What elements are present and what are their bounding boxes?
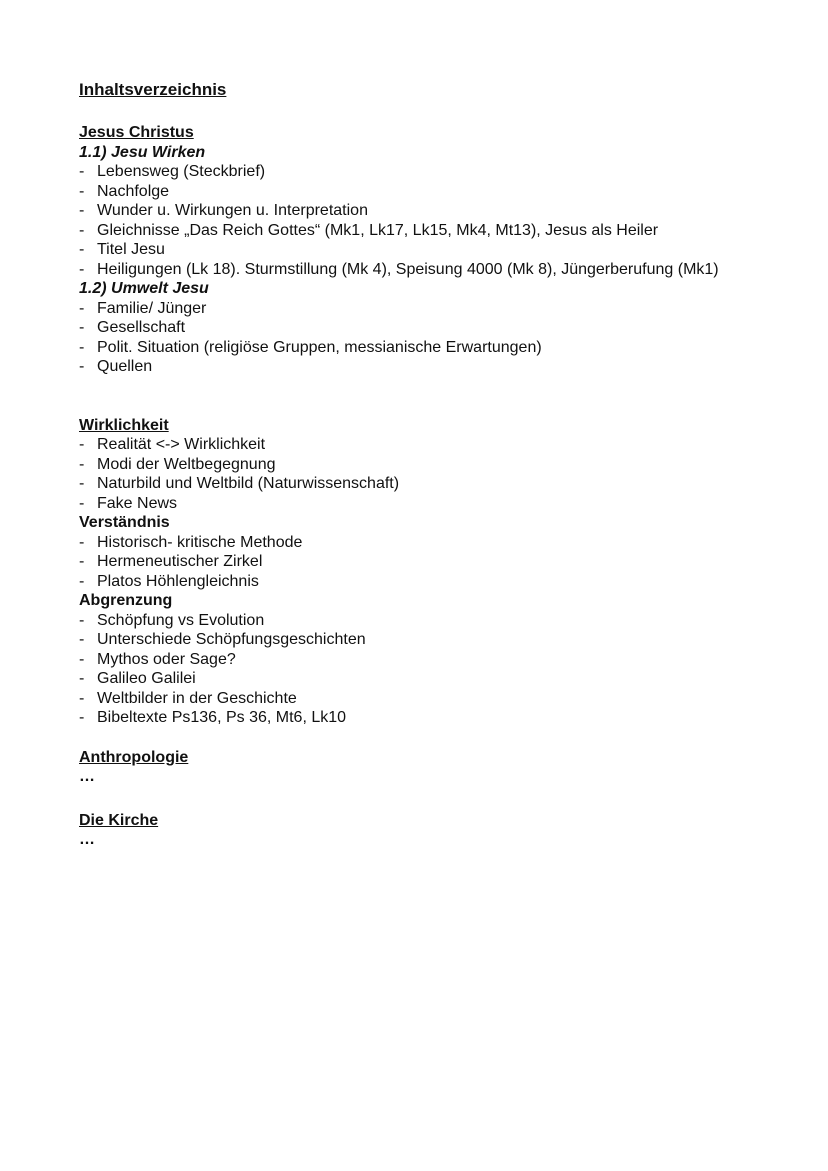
- bullet-dash: -: [79, 221, 85, 239]
- bullet-dash: -: [79, 338, 85, 356]
- list-item: - Realität <-> Wirklichkeit: [79, 436, 266, 453]
- bullet-dash: -: [79, 670, 85, 687]
- page-title: Inhaltsverzeichnis: [79, 80, 227, 99]
- list-item: - Nachfolge: [79, 182, 170, 200]
- list-item: - Lebensweg (Steckbrief): [79, 163, 266, 180]
- bullet-dash: -: [79, 631, 85, 648]
- placeholder-ellipsis: …: [79, 831, 96, 848]
- placeholder-ellipsis: …: [79, 768, 96, 785]
- bullet-dash: -: [79, 319, 85, 336]
- bullet-dash: -: [79, 572, 85, 590]
- bullet-dash: -: [79, 455, 85, 473]
- spacer: [79, 377, 799, 416]
- section-heading-die-kirche: Die Kirche: [79, 811, 159, 829]
- subheading-verstaendnis: Verständnis: [79, 514, 170, 531]
- list-item: - Bibeltexte Ps136, Ps 36, Mt6, Lk10: [79, 709, 347, 726]
- bullet-dash: -: [79, 299, 85, 317]
- list-wirklichkeit: [79, 435, 799, 513]
- list-item: - Hermeneutischer Zirkel: [79, 553, 263, 570]
- spacer: [79, 787, 799, 811]
- subheading-jesu-wirken: 1.1) Jesu Wirken: [79, 143, 206, 161]
- list-item: - Platos Höhlengleichnis: [79, 572, 259, 590]
- section-heading-anthropologie: Anthropologie: [79, 748, 189, 766]
- subheading-umwelt-jesu: 1.2) Umwelt Jesu: [79, 280, 209, 297]
- bullet-dash: -: [79, 436, 85, 453]
- list-jesu-wirken: [79, 162, 799, 279]
- bullet-dash: -: [79, 494, 85, 512]
- list-item: - Familie/ Jünger: [79, 299, 207, 317]
- spacer: [79, 728, 799, 748]
- bullet-dash: -: [79, 475, 85, 492]
- list-item: - Schöpfung vs Evolution: [79, 611, 265, 629]
- bullet-dash: -: [79, 358, 85, 375]
- list-item: - Fake News: [79, 494, 178, 512]
- section-heading-wirklichkeit: Wirklichkeit: [79, 416, 169, 434]
- bullet-dash: -: [79, 553, 85, 570]
- list-item: - Heiligungen (Lk 18). Sturmstillung (Mk 4), Speisung 4000 (Mk 8), Jüngerberufung (Mk1): [79, 260, 719, 278]
- bullet-dash: -: [79, 709, 85, 726]
- list-item: - Weltbilder in der Geschichte: [79, 689, 297, 707]
- bullet-dash: -: [79, 689, 85, 707]
- bullet-dash: -: [79, 182, 85, 200]
- section-heading-jesus-christus: Jesus Christus: [79, 124, 194, 141]
- list-item: - Naturbild und Weltbild (Naturwissenschaft): [79, 475, 400, 492]
- list-item: - Titel Jesu: [79, 241, 165, 258]
- list-item: - Quellen: [79, 358, 153, 375]
- list-item: - Polit. Situation (religiöse Gruppen, messianische Erwartungen): [79, 338, 542, 356]
- bullet-dash: -: [79, 611, 85, 629]
- list-umwelt-jesu: [79, 299, 799, 377]
- subheading-abgrenzung: Abgrenzung: [79, 592, 173, 609]
- document-page: [79, 79, 799, 850]
- bullet-dash: -: [79, 650, 85, 668]
- list-abgrenzung: [79, 611, 799, 728]
- bullet-dash: -: [79, 202, 85, 219]
- list-item: - Wunder u. Wirkungen u. Interpretation: [79, 202, 368, 219]
- bullet-dash: -: [79, 260, 85, 278]
- list-item: - Gleichnisse „Das Reich Gottes“ (Mk1, Lk17, Lk15, Mk4, Mt13), Jesus als Heiler: [79, 221, 659, 239]
- bullet-dash: -: [79, 163, 85, 180]
- list-verstaendnis: [79, 533, 799, 592]
- list-item: - Gesellschaft: [79, 319, 186, 336]
- list-item: - Galileo Galilei: [79, 670, 196, 687]
- list-item: - Mythos oder Sage?: [79, 650, 236, 668]
- list-item: - Historisch- kritische Methode: [79, 533, 303, 551]
- list-item: - Unterschiede Schöpfungsgeschichten: [79, 631, 366, 648]
- bullet-dash: -: [79, 533, 85, 551]
- list-item: - Modi der Weltbegegnung: [79, 455, 276, 473]
- bullet-dash: -: [79, 241, 85, 258]
